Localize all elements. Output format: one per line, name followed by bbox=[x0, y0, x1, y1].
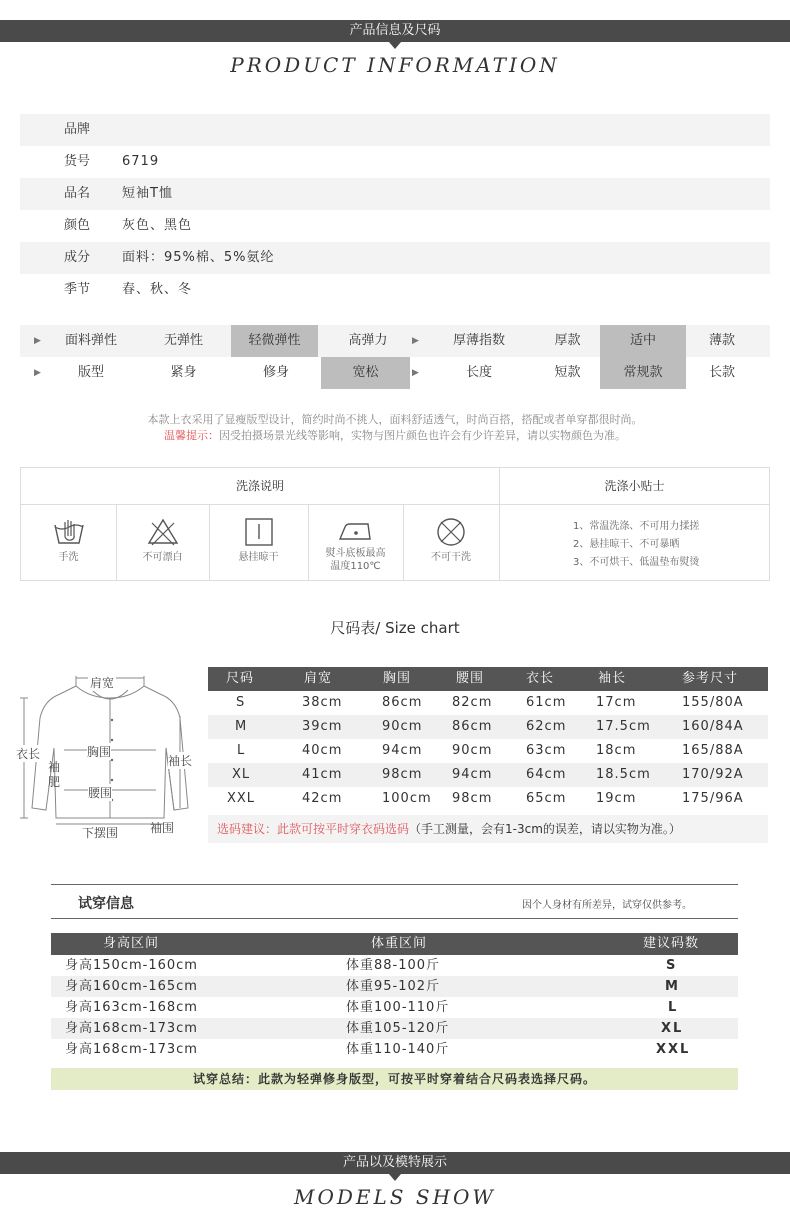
hand-wash-icon bbox=[52, 517, 86, 547]
info-key: 成分 bbox=[64, 250, 91, 265]
attribute-row bbox=[20, 357, 770, 389]
info-row bbox=[20, 114, 770, 146]
attr-option-selected: 适中 bbox=[600, 325, 686, 357]
washing-title: 洗涤说明 bbox=[21, 468, 499, 505]
try-on-table bbox=[51, 933, 738, 1060]
divider bbox=[51, 918, 738, 919]
attr-option: 短款 bbox=[554, 365, 581, 380]
table-cell: 身高160cm-165cm bbox=[65, 979, 198, 994]
table-cell: XL bbox=[661, 1021, 684, 1036]
table-cell: 体重105-120斤 bbox=[346, 1021, 450, 1036]
wash-item bbox=[308, 505, 403, 581]
table-cell: 体重95-102斤 bbox=[346, 979, 441, 994]
try-on-title: 试穿信息 bbox=[78, 896, 134, 912]
table-cell: 体重88-100斤 bbox=[346, 958, 441, 973]
size-advice-note: （手工测量，会有1-3cm的误差，请以实物为准。） bbox=[409, 822, 681, 836]
table-cell: 身高150cm-160cm bbox=[65, 958, 198, 973]
info-key: 颜色 bbox=[64, 218, 91, 233]
table-row bbox=[51, 955, 738, 976]
hang-dry-icon bbox=[242, 517, 276, 547]
table-cell: 17.5cm bbox=[596, 719, 651, 734]
section-banner bbox=[0, 20, 790, 42]
header-cell: 体重区间 bbox=[371, 936, 428, 951]
attr-option: 无弹性 bbox=[163, 333, 203, 348]
table-cell: 165/88A bbox=[682, 743, 744, 758]
iron-icon bbox=[338, 519, 374, 543]
info-value: 短袖T恤 bbox=[122, 186, 173, 201]
attr-option: 修身 bbox=[262, 365, 289, 380]
table-cell: 41cm bbox=[302, 767, 343, 782]
banner-pointer bbox=[389, 1174, 401, 1181]
size-advice-highlight: 选码建议：此款可按平时穿衣码选码 bbox=[217, 822, 410, 836]
wash-caption: 手洗 bbox=[58, 552, 79, 563]
table-cell: L bbox=[237, 743, 246, 758]
table-cell: XL bbox=[232, 767, 251, 782]
info-value: 6719 bbox=[122, 154, 160, 169]
washing-tips bbox=[499, 505, 771, 581]
table-row bbox=[51, 1018, 738, 1039]
table-cell: 19cm bbox=[596, 791, 637, 806]
tip-item: 2、悬挂晾干、不可暴晒 bbox=[573, 539, 680, 550]
table-cell: 86cm bbox=[382, 695, 423, 710]
table-cell: 体重100-110斤 bbox=[346, 1000, 450, 1015]
table-row bbox=[51, 997, 738, 1018]
table-cell: M bbox=[665, 979, 680, 994]
table-cell: 82cm bbox=[452, 695, 493, 710]
attr-option: 薄款 bbox=[708, 333, 735, 348]
try-on-summary: 试穿总结：此款为轻弹修身版型，可按平时穿着结合尺码表选择尺码。 bbox=[51, 1068, 738, 1090]
info-row bbox=[20, 242, 770, 274]
attr-option-selected: 常规款 bbox=[600, 357, 686, 389]
diagram-label-chest: 胸围 bbox=[87, 745, 112, 759]
table-header-row bbox=[208, 667, 768, 691]
no-dry-clean-icon bbox=[434, 517, 468, 547]
attr-label-elasticity: 面料弹性 bbox=[64, 333, 117, 348]
section-title: 产品信息及尺码 bbox=[335, 20, 454, 42]
table-cell: 身高168cm-173cm bbox=[65, 1042, 198, 1057]
washing-panel bbox=[20, 467, 770, 581]
attr-option: 紧身 bbox=[170, 365, 197, 380]
attr-label-thickness: 厚薄指数 bbox=[452, 333, 505, 348]
table-cell: 63cm bbox=[526, 743, 567, 758]
no-bleach-icon bbox=[146, 517, 180, 547]
table-header-row bbox=[51, 933, 738, 955]
wash-caption: 悬挂晾干 bbox=[238, 552, 279, 563]
table-cell: 18cm bbox=[596, 743, 637, 758]
table-cell: 64cm bbox=[526, 767, 567, 782]
info-row bbox=[20, 274, 770, 306]
info-value: 春、秋、冬 bbox=[122, 282, 193, 297]
table-cell: S bbox=[666, 958, 678, 973]
table-cell: 90cm bbox=[452, 743, 493, 758]
diagram-label-hem: 下摆围 bbox=[82, 826, 119, 840]
section-subtitle: MODELS SHOW bbox=[294, 1185, 496, 1209]
table-cell: 94cm bbox=[452, 767, 493, 782]
info-row bbox=[20, 178, 770, 210]
banner-pointer bbox=[389, 42, 401, 49]
diagram-label-shoulder: 肩宽 bbox=[90, 676, 115, 690]
info-key: 货号 bbox=[64, 154, 91, 169]
table-cell: 170/92A bbox=[682, 767, 744, 782]
wash-item bbox=[209, 505, 308, 581]
header-cell: 参考尺寸 bbox=[682, 671, 739, 686]
wash-caption: 温度110℃ bbox=[330, 561, 381, 572]
attribute-row bbox=[20, 325, 770, 357]
wash-item bbox=[116, 505, 209, 581]
diagram-label-waist: 腰围 bbox=[88, 786, 113, 800]
table-cell: 身高163cm-168cm bbox=[65, 1000, 198, 1015]
header-cell: 肩宽 bbox=[304, 671, 333, 686]
table-cell: 体重110-140斤 bbox=[346, 1042, 450, 1057]
tip-item: 3、不可烘干、低温垫布熨烫 bbox=[573, 557, 700, 568]
table-cell: S bbox=[236, 695, 246, 710]
info-key: 品名 bbox=[64, 186, 91, 201]
table-cell: 40cm bbox=[302, 743, 343, 758]
diagram-label-length: 衣长 bbox=[16, 747, 41, 761]
attr-option: 长款 bbox=[708, 365, 735, 380]
table-cell: 62cm bbox=[526, 719, 567, 734]
table-cell: 42cm bbox=[302, 791, 343, 806]
header-cell: 胸围 bbox=[383, 671, 412, 686]
divider bbox=[51, 884, 738, 885]
wash-caption: 熨斗底板最高 bbox=[325, 548, 386, 559]
table-cell: 98cm bbox=[452, 791, 493, 806]
table-cell: XXL bbox=[656, 1042, 691, 1057]
size-chart-title: 尺码表/ Size chart bbox=[330, 619, 460, 637]
table-cell: L bbox=[668, 1000, 679, 1015]
table-row bbox=[208, 787, 768, 811]
triangle-right-icon: ▶ bbox=[412, 336, 419, 346]
info-key: 季节 bbox=[64, 282, 91, 297]
attr-option-selected: 宽松 bbox=[321, 357, 410, 389]
header-cell: 衣长 bbox=[526, 671, 555, 686]
wash-caption: 不可漂白 bbox=[142, 552, 183, 563]
triangle-right-icon: ▶ bbox=[34, 368, 41, 378]
attribute-grid bbox=[20, 325, 770, 389]
table-row bbox=[51, 976, 738, 997]
header-cell: 身高区间 bbox=[103, 936, 160, 951]
table-cell: 90cm bbox=[382, 719, 423, 734]
table-cell: 39cm bbox=[302, 719, 343, 734]
table-cell: 65cm bbox=[526, 791, 567, 806]
attr-label-length: 长度 bbox=[465, 365, 492, 380]
table-row bbox=[208, 691, 768, 715]
try-on-note: 因个人身材有所差异，试穿仅供参考。 bbox=[522, 900, 692, 911]
wash-caption: 不可干洗 bbox=[431, 552, 471, 563]
attr-option: 高弹力 bbox=[348, 333, 388, 348]
warning-text: 因受拍摄场景光线等影响，实物与图片颜色也许会有少许差异，请以实物颜色为准。 bbox=[219, 429, 626, 442]
size-advice bbox=[208, 815, 768, 843]
header-cell: 建议码数 bbox=[643, 936, 700, 951]
table-cell: 17cm bbox=[596, 695, 637, 710]
info-row bbox=[20, 210, 770, 242]
washing-tips-title: 洗涤小贴士 bbox=[499, 468, 770, 505]
attr-label-fit: 版型 bbox=[77, 365, 104, 380]
table-cell: 94cm bbox=[382, 743, 423, 758]
table-cell: 98cm bbox=[382, 767, 423, 782]
table-row bbox=[208, 739, 768, 763]
table-row bbox=[51, 1039, 738, 1060]
tip-item: 1、常温洗涤、不可用力揉搓 bbox=[573, 521, 700, 532]
info-key: 品牌 bbox=[64, 122, 91, 137]
table-row bbox=[208, 763, 768, 787]
color-warning bbox=[0, 427, 790, 443]
attr-option-selected: 轻微弹性 bbox=[231, 325, 318, 357]
diagram-label-sleeve: 袖长 bbox=[168, 754, 193, 768]
diagram-label-sleeve-width-1: 袖 bbox=[48, 760, 61, 774]
header-cell: 尺码 bbox=[226, 671, 255, 686]
wash-item bbox=[21, 505, 116, 581]
product-info-table bbox=[20, 114, 770, 306]
header-cell: 袖长 bbox=[598, 671, 627, 686]
diagram-label-cuff: 袖围 bbox=[150, 821, 175, 835]
section-title: 产品以及模特展示 bbox=[329, 1152, 461, 1174]
table-cell: 61cm bbox=[526, 695, 567, 710]
header-cell: 腰围 bbox=[456, 671, 485, 686]
info-value: 面料：95%棉、5%氨纶 bbox=[122, 250, 275, 265]
section-subtitle: PRODUCT INFORMATION bbox=[230, 53, 560, 77]
table-cell: XXL bbox=[227, 791, 256, 806]
table-cell: 100cm bbox=[382, 791, 432, 806]
triangle-right-icon: ▶ bbox=[34, 336, 41, 346]
table-cell: 175/96A bbox=[682, 791, 744, 806]
table-row bbox=[208, 715, 768, 739]
warning-label: 温馨提示： bbox=[164, 429, 219, 442]
product-description: 本款上衣采用了显瘦版型设计，简约时尚不挑人，面料舒适透气，时尚百搭，搭配或者单穿都很时尚。 bbox=[147, 413, 643, 426]
table-cell: 160/84A bbox=[682, 719, 744, 734]
table-cell: 155/80A bbox=[682, 695, 744, 710]
info-row bbox=[20, 146, 770, 178]
triangle-right-icon: ▶ bbox=[412, 368, 419, 378]
table-cell: 18.5cm bbox=[596, 767, 651, 782]
section-banner bbox=[0, 1152, 790, 1174]
table-cell: M bbox=[235, 719, 248, 734]
attr-option: 厚款 bbox=[554, 333, 581, 348]
diagram-label-sleeve-width-2: 肥 bbox=[48, 775, 61, 789]
table-cell: 38cm bbox=[302, 695, 343, 710]
info-value: 灰色、黑色 bbox=[122, 218, 193, 233]
size-table bbox=[208, 667, 768, 836]
table-cell: 身高168cm-173cm bbox=[65, 1021, 198, 1036]
wash-item bbox=[403, 505, 499, 581]
table-cell: 86cm bbox=[452, 719, 493, 734]
